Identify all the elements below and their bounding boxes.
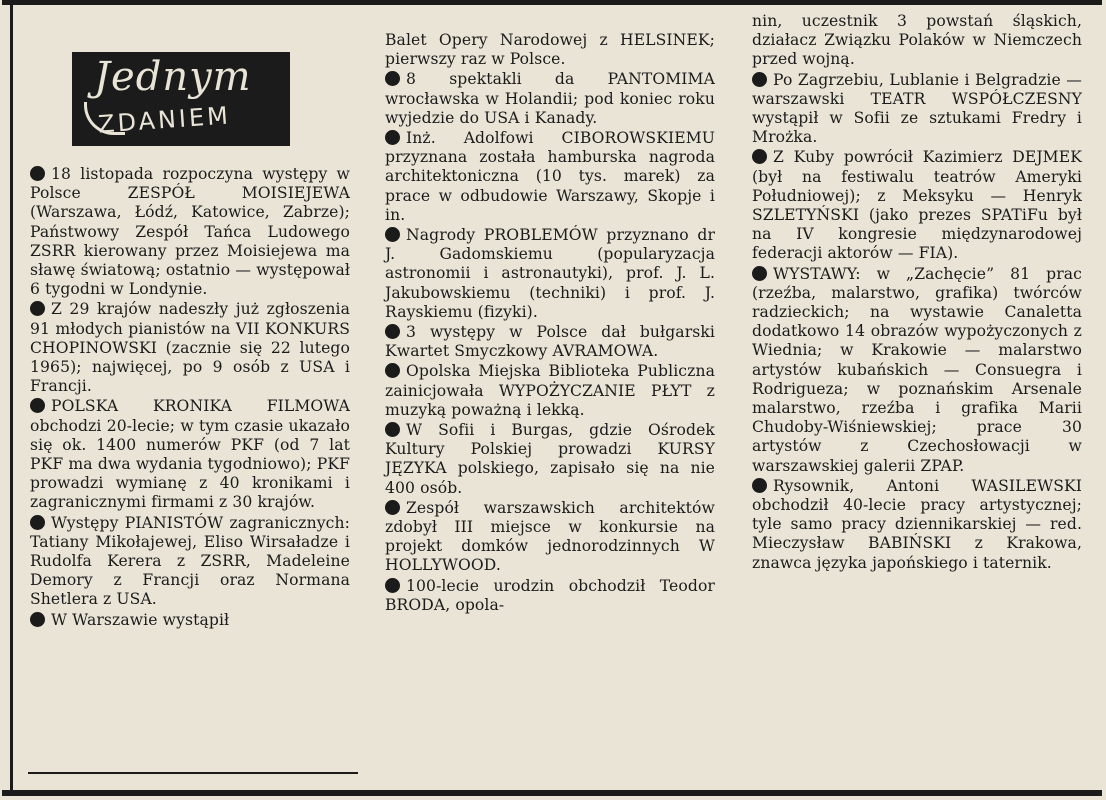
bullet-icon bbox=[385, 227, 400, 242]
bullet-icon bbox=[385, 71, 400, 86]
news-item: 3 występy w Polsce dał bułgarski Kwartet Smyczkowy AVRAMOWA. bbox=[385, 323, 715, 361]
news-item: Po Zagrzebiu, Lublanie i Belgradzie — warszawski TEATR WSPÓŁCZESNY wystąpił w Sofii ze sztukami Fredry i Mrożka. bbox=[752, 70, 1082, 147]
column-2 bbox=[385, 31, 715, 616]
bullet-icon bbox=[385, 363, 400, 378]
bullet-icon bbox=[752, 478, 767, 493]
column-1 bbox=[30, 165, 350, 631]
bullet-icon bbox=[385, 130, 400, 145]
column-logo bbox=[72, 52, 290, 146]
news-item: 8 spektakli da PANTOMIMA wrocławska w Holandii; pod koniec roku wyjedzie do USA i Kanady. bbox=[385, 70, 715, 127]
bullet-icon bbox=[30, 398, 45, 413]
top-rule bbox=[2, 0, 1102, 5]
bullet-icon bbox=[30, 301, 45, 316]
news-item: POLSKA KRONIKA FILMOWA obchodzi 20-lecie; w tym czasie ukazało się ok. 1400 numerów PKF (od 7 lat PKF ma dwa wydania tygodniowo); PKF prowadzi wymianę z 40 kronikami i zagranicznymi firmami z 30 krajów. bbox=[30, 397, 350, 512]
logo-title: Jednym bbox=[94, 54, 252, 100]
bottom-rule bbox=[2, 790, 1102, 796]
news-item: W Warszawie wystąpił bbox=[30, 611, 350, 630]
bullet-icon bbox=[385, 324, 400, 339]
bullet-icon bbox=[385, 422, 400, 437]
bullet-icon bbox=[385, 500, 400, 515]
news-item: nin, uczestnik 3 powstań śląskich, działacz Związku Polaków w Niemczech przed wojną. bbox=[752, 12, 1082, 69]
news-item: Balet Opery Narodowej z HELSINEK; pierwszy raz w Polsce. bbox=[385, 31, 715, 69]
bullet-icon bbox=[30, 515, 45, 530]
news-item: WYSTAWY: w „Zachęcie” 81 prac (rzeźba, malarstwo, grafika) twórców radzieckich; na wystawie Canaletta dodatkowo 14 obrazów wypożyczonych z Wiednia; w Krakowie — malarstwo artystów kubańskich — Consuegra i Rodrigueza; w poznańskim Arsenale malarstwo, rzeźba i grafika Marii Chudoby-Wiśniewskiej; prace 30 artystów z Czechosłowacji w warszawskiej galerii ZPAP. bbox=[752, 264, 1082, 475]
column-1-bottom-rule bbox=[28, 772, 358, 774]
news-item: 18 listopada rozpoczyna występy w Polsce ZESPÓŁ MOISIEJEWA (Warszawa, Łódź, Katowice, Zabrze); Państwowy Zespół Tańca Ludowego ZSRR kierowany przez Moisiejewa ma sławę światową; ostatnio — występował 6 tygodni w Londynie. bbox=[30, 165, 350, 299]
news-item: Opolska Miejska Biblioteka Publiczna zainicjowała WYPOŻYCZANIE PŁYT z muzyką poważną i lekką. bbox=[385, 362, 715, 419]
news-item: W Sofii i Burgas, gdzie Ośrodek Kultury Polskiej prowadzi KURSY JĘZYKA polskiego, zapisało się na nie 400 osób. bbox=[385, 421, 715, 497]
bullet-icon bbox=[752, 72, 767, 87]
news-item: 100-lecie urodzin obchodził Teodor BRODA, opola- bbox=[385, 576, 715, 614]
column-3 bbox=[752, 12, 1082, 574]
news-item: Rysownik, Antoni WASILEWSKI obchodził 40-lecie pracy artystycznej; tyle samo pracy dziennikarskiej — red. Mieczysław BABIŃSKI z Krakowa, znawca języka japońskiego i taternik. bbox=[752, 476, 1082, 572]
bullet-icon bbox=[30, 612, 45, 627]
bullet-icon bbox=[30, 166, 45, 181]
left-rule bbox=[10, 5, 13, 790]
news-item: Inż. Adolfowi CIBOROWSKIEMU przyznana została hamburska nagroda architektoniczna (10 tys. marek) za prace w odbudowie Warszawy, Skopje i in. bbox=[385, 129, 715, 224]
news-item: Występy PIANISTÓW zagranicznych: Tatiany Mikołajewej, Eliso Wirsaładze i Rudolfa Kerera z ZSRR, Madeleine Demory z Francji oraz Normana Shetlera z USA. bbox=[30, 513, 350, 609]
bullet-icon bbox=[752, 149, 767, 164]
logo-subtitle: ZDANIEM bbox=[97, 101, 232, 139]
news-item: Nagrody PROBLEMÓW przyznano dr J. Gadomskiemu (popularyzacja astronomii i astronautyki), prof. J. L. Jakubowskiemu (techniki) i prof. J. Rayskiemu (fizyki). bbox=[385, 226, 715, 321]
bullet-icon bbox=[752, 266, 767, 281]
bullet-icon bbox=[385, 578, 400, 593]
news-item: Zespół warszawskich architektów zdobył III miejsce w konkursie na projekt domków jednorodzinnych W HOLLYWOOD. bbox=[385, 498, 715, 575]
news-item: Z Kuby powrócił Kazimierz DEJMEK (był na festiwalu teatrów Ameryki Południowej); z Meksyku — Henryk SZLETYŃSKI (jako prezes SPATiFu był na IV kongresie międzynarodowej federacji aktorów — FIA). bbox=[752, 148, 1082, 263]
news-item: Z 29 krajów nadeszły już zgłoszenia 91 młodych pianistów na VII KONKURS CHOPINOWSKI (zacznie się 22 lutego 1965); najwięcej, po 9 osób z USA i Francji. bbox=[30, 300, 350, 396]
